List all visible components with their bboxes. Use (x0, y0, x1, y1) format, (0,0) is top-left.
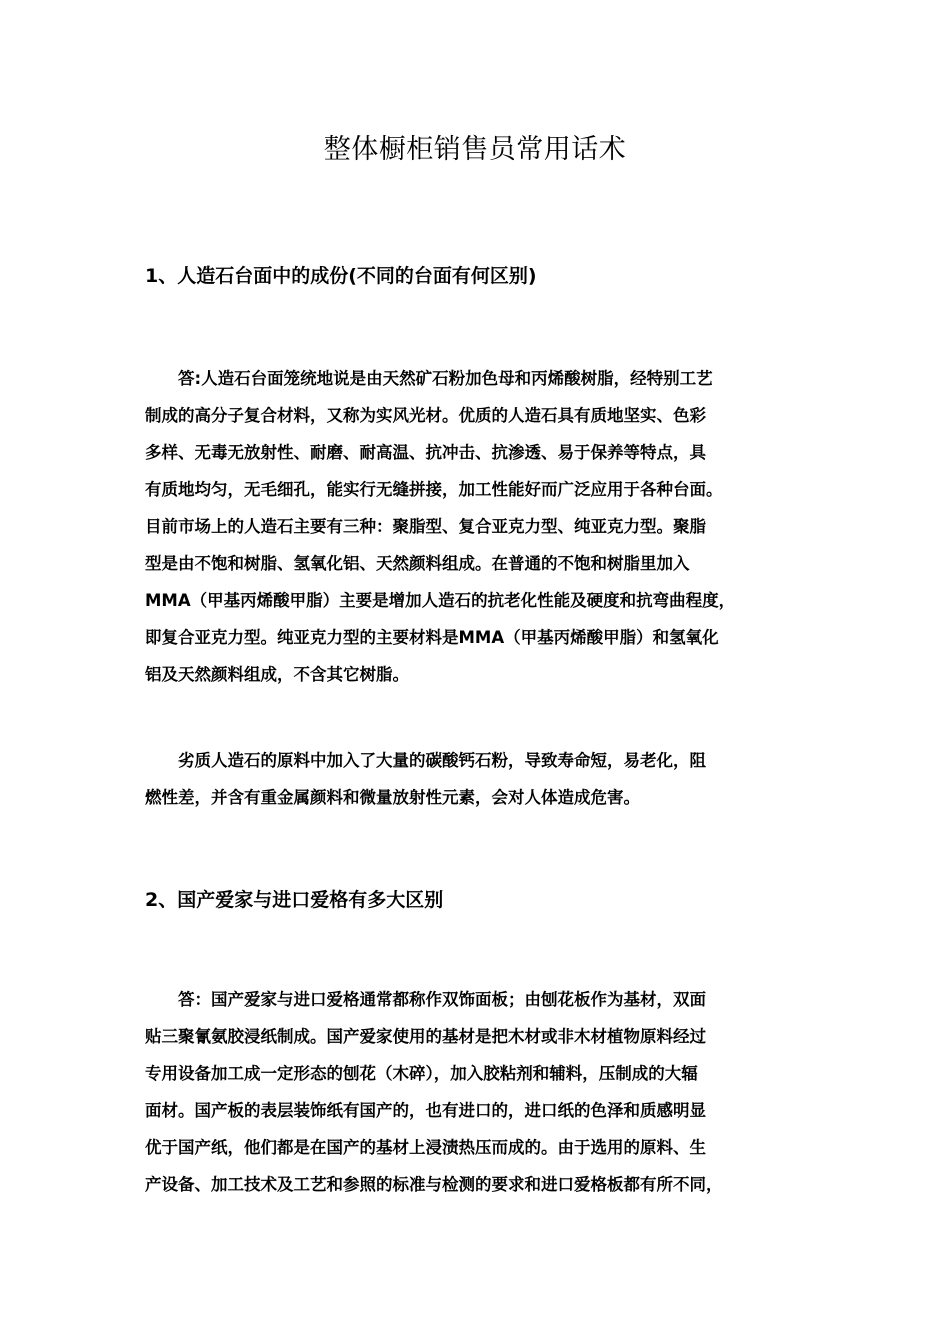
paragraph-line: 即复合亚克力型。纯亚克力型的主要材料是MMA（甲基丙烯酸甲脂）和氢氧化 (145, 628, 719, 647)
paragraph-line: 制成的高分子复合材料，又称为实风光材。优质的人造石具有质地坚实、色彩 (145, 406, 706, 425)
section-heading-1: 1、人造石台面中的成份(不同的台面有何区别) (145, 265, 537, 287)
paragraph-line: 有质地均匀，无毛细孔，能实行无缝拼接，加工性能好而广泛应用于各种台面。 (145, 480, 723, 499)
paragraph-line: 优于国产纸，他们都是在国产的基材上浸渍热压而成的。由于选用的原料、生 (145, 1138, 706, 1157)
section-1-paragraph-1 (145, 360, 817, 693)
paragraph-line: 目前市场上的人造石主要有三种：聚脂型、复合亚克力型、纯亚克力型。聚脂 (145, 517, 706, 536)
paragraph-line: 铝及天然颜料组成，不含其它树脂。 (145, 665, 409, 684)
paragraph-line: 燃性差，并含有重金属颜料和微量放射性元素，会对人体造成危害。 (145, 788, 640, 807)
paragraph-line: 答:人造石台面笼统地说是由天然矿石粉加色母和丙烯酸树脂，经特别工艺 (178, 369, 713, 388)
paragraph-line: 贴三聚氰氨胶浸纸制成。国产爱家使用的基材是把木材或非木材植物原料经过 (145, 1027, 706, 1046)
section-2-paragraph-1 (145, 981, 817, 1203)
paragraph-line: 产设备、加工技术及工艺和参照的标准与检测的要求和进口爱格板都有所不同， (145, 1175, 723, 1194)
paragraph-line: 型是由不饱和树脂、氢氧化铝、天然颜料组成。在普通的不饱和树脂里加入 (145, 554, 690, 573)
paragraph-line: 劣质人造石的原料中加入了大量的碳酸钙石粉，导致寿命短，易老化，阻 (178, 751, 706, 770)
section-heading-2: 2、国产爱家与进口爱格有多大区别 (145, 889, 444, 911)
paragraph-line: 面材。国产板的表层装饰纸有国产的，也有进口的，进口纸的色泽和质感明显 (145, 1101, 706, 1120)
paragraph-line: MMA（甲基丙烯酸甲脂）主要是增加人造石的抗老化性能及硬度和抗弯曲程度， (145, 591, 736, 610)
paragraph-line: 多样、无毒无放射性、耐磨、耐高温、抗冲击、抗渗透、易于保养等特点，具 (145, 443, 706, 462)
document-title: 整体橱柜销售员常用话术 (323, 134, 627, 165)
paragraph-line: 答：国产爱家与进口爱格通常都称作双饰面板；由刨花板作为基材，双面 (178, 990, 706, 1009)
paragraph-line: 专用设备加工成一定形态的刨花（木碎），加入胶粘剂和辅料，压制成的大辐 (145, 1064, 698, 1083)
section-1-paragraph-2 (145, 742, 817, 816)
